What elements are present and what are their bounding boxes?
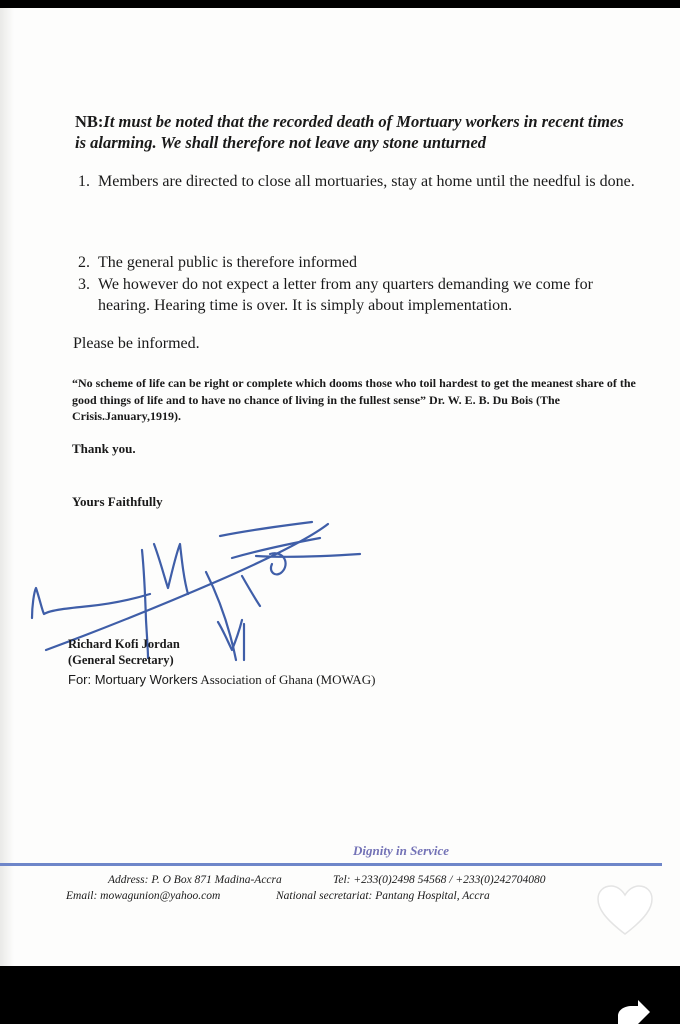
signatory-name: Richard Kofi Jordan bbox=[68, 637, 180, 651]
top-status-bar bbox=[0, 0, 680, 8]
list-item-number: 3. bbox=[78, 276, 90, 293]
nb-label: NB: bbox=[75, 112, 104, 131]
share-arrow-icon[interactable] bbox=[612, 1000, 652, 1024]
footer-address: Address: P. O Box 871 Madina-Accra bbox=[108, 874, 282, 886]
list-item-text: We however do not expect a letter from any quarters demanding we come for hearing. Hearing time is over. It is simply about implementation. bbox=[98, 276, 593, 314]
letter-page bbox=[0, 8, 680, 966]
thank-you-line: Thank you. bbox=[72, 441, 136, 456]
organization-suffix: Association of Ghana (MOWAG) bbox=[197, 672, 376, 687]
footer-secretariat: National secretariat: Pantang Hospital, Accra bbox=[276, 890, 490, 902]
page-edge-shadow bbox=[0, 8, 14, 966]
please-be-informed: Please be informed. bbox=[73, 335, 200, 352]
nb-notice bbox=[75, 111, 635, 153]
footer-email: Email: mowagunion@yahoo.com bbox=[66, 890, 221, 902]
list-item-number: 2. bbox=[78, 254, 90, 271]
motto: Dignity in Service bbox=[353, 843, 450, 858]
closing-line: Yours Faithfully bbox=[72, 494, 163, 509]
list-item-number: 1. bbox=[78, 173, 90, 190]
du-bois-quote: “No scheme of life can be right or complete which dooms those who toil hardest to get the meanest share of the good things of life and to have no chance of living in the fullest sense” Dr. W. E. B. Du Bois (The Crisis.January,1919). bbox=[72, 376, 636, 423]
heart-icon[interactable] bbox=[594, 882, 656, 940]
list-item-text: Members are directed to close all mortuaries, stay at home until the needful is done. bbox=[98, 173, 635, 190]
signatory-title: (General Secretary) bbox=[68, 653, 174, 667]
footer-rule bbox=[0, 863, 662, 866]
list-item-text: The general public is therefore informed bbox=[98, 254, 357, 271]
nb-text: It must be noted that the recorded death of Mortuary workers in recent times is alarming. We shall therefore not leave any stone unturned bbox=[75, 112, 624, 152]
signatory-organization bbox=[68, 672, 375, 688]
organization-prefix: For: Mortuary Workers bbox=[68, 672, 198, 687]
footer-telephone: Tel: +233(0)2498 54568 / +233(0)242704080 bbox=[333, 874, 546, 886]
bottom-navigation-bar bbox=[0, 966, 680, 1024]
